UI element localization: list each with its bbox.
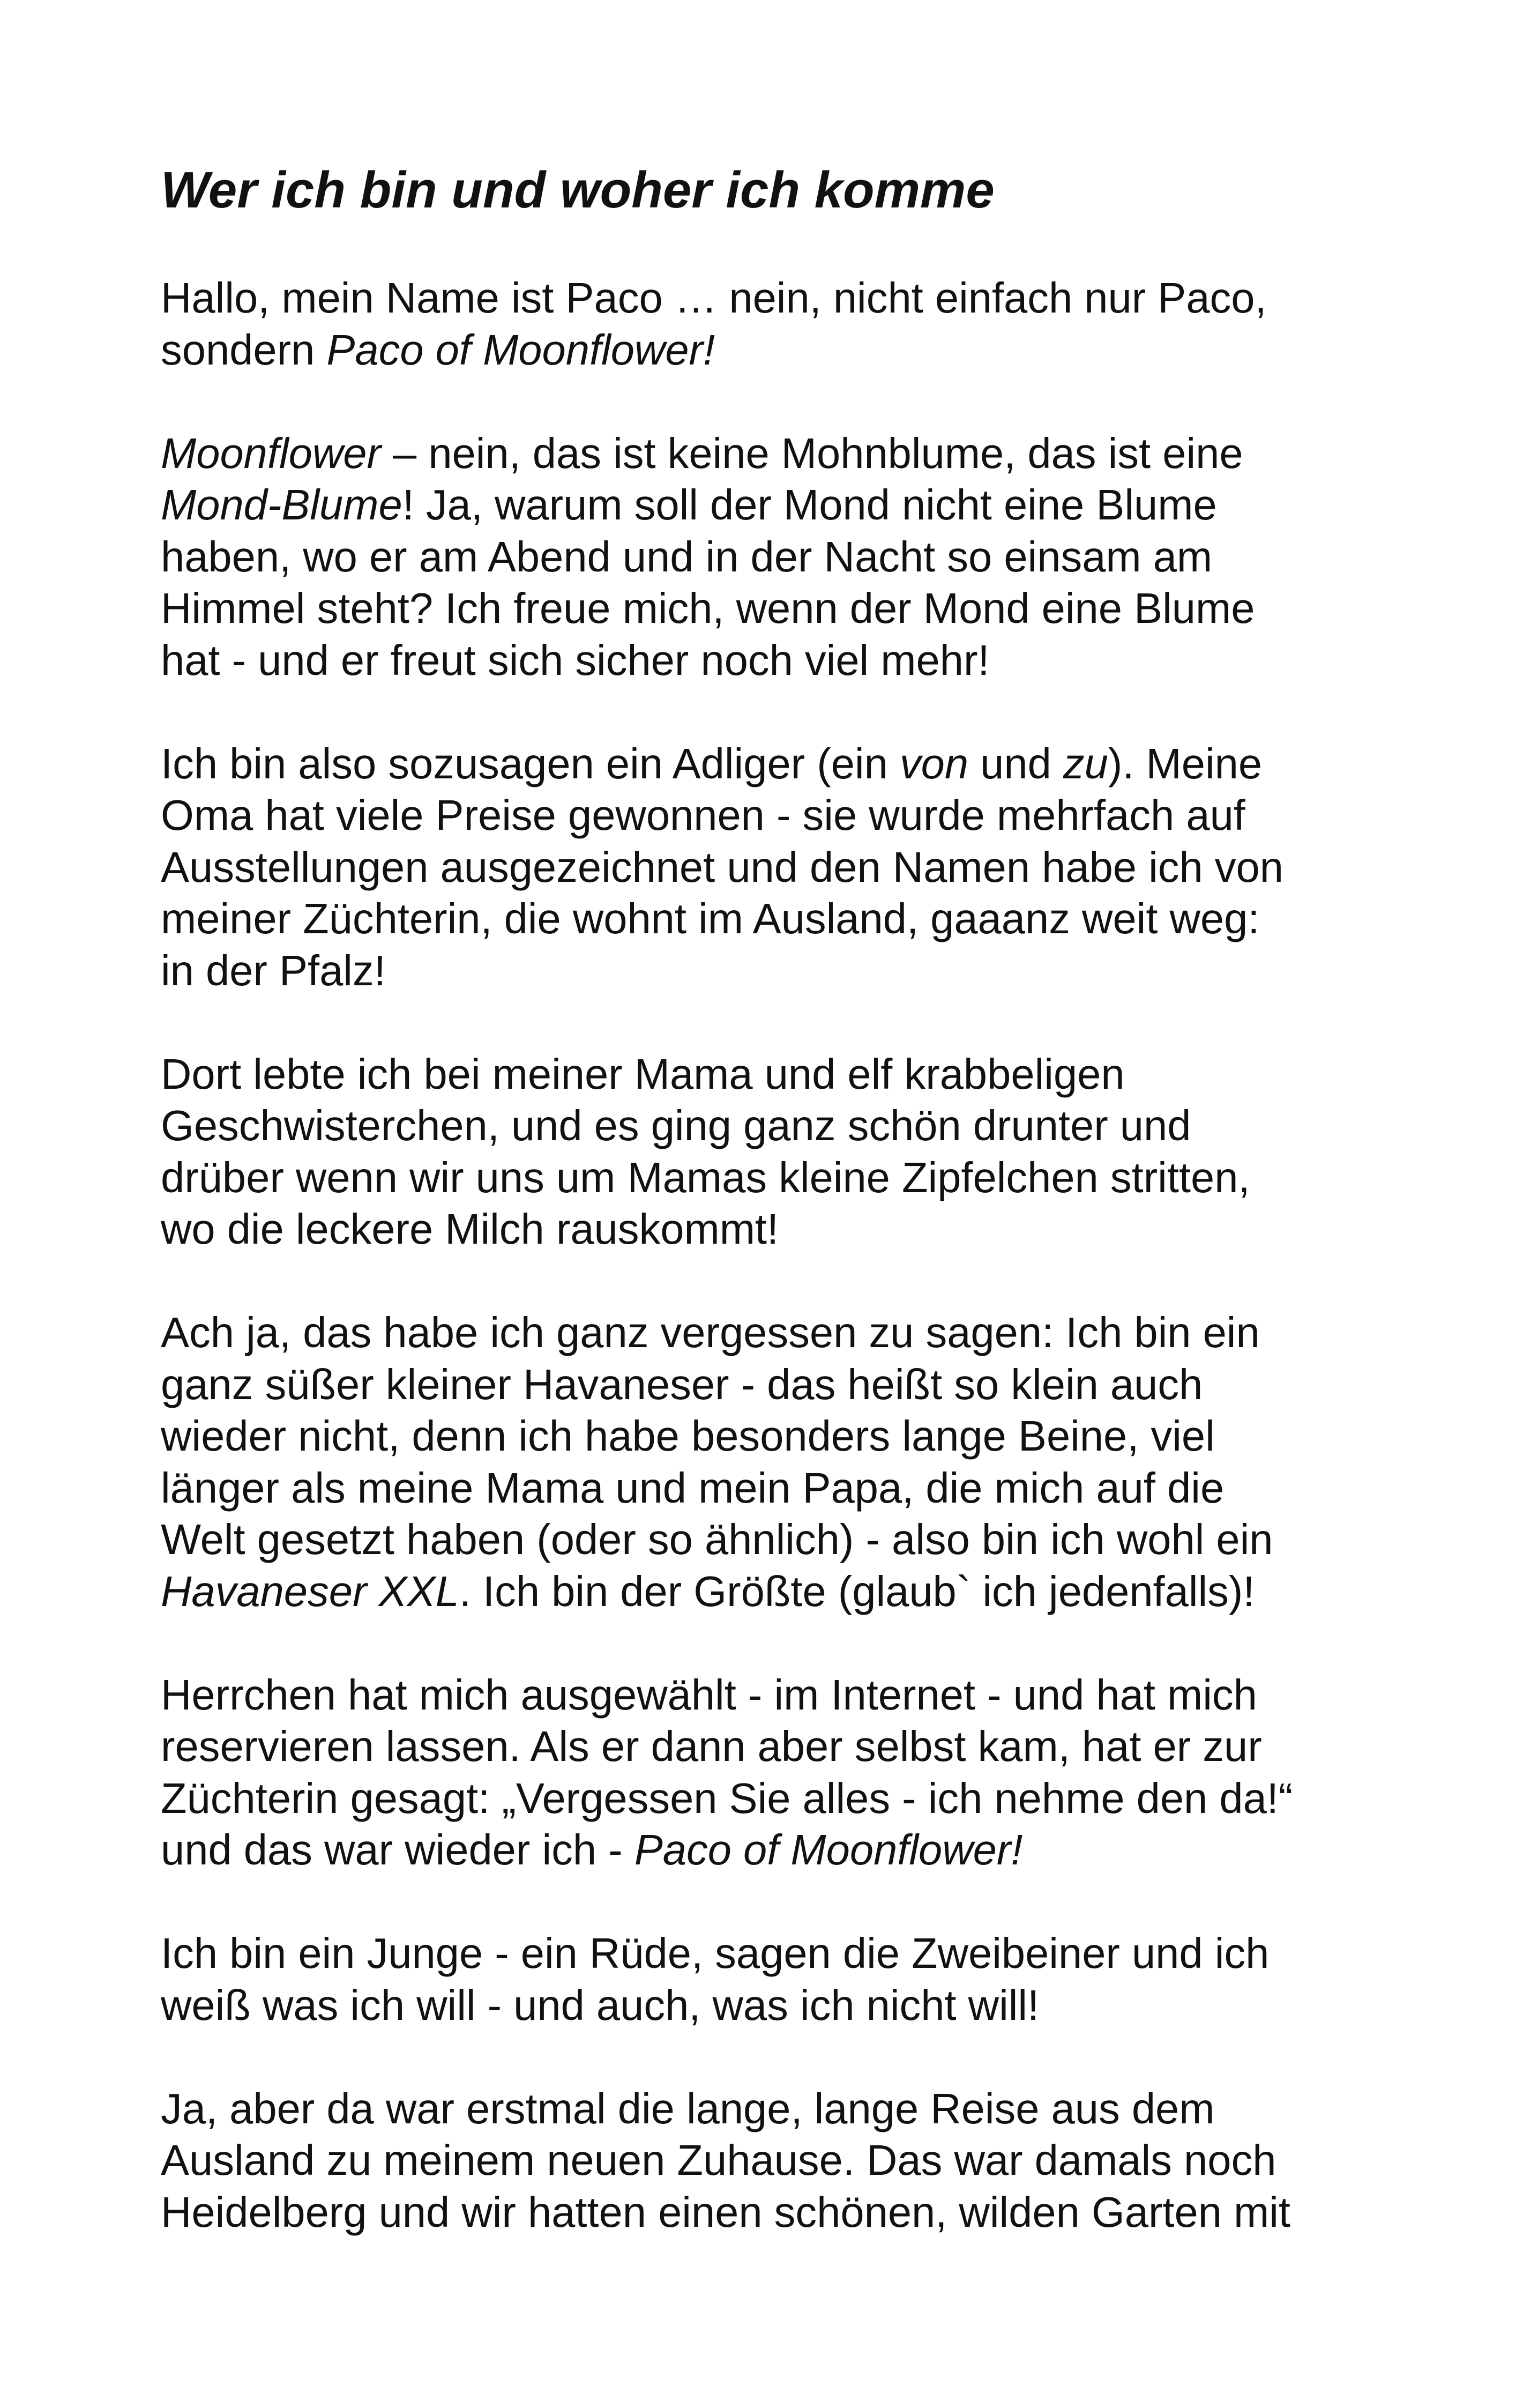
paragraph [161,1928,1383,2031]
text-segment: Welt gesetzt haben (oder so ähnlich) - also bin ich wohl ein [161,1515,1273,1563]
paragraph [161,2083,1383,2239]
document-page [161,161,1383,2290]
italic-text-segment: Paco of Moonflower! [326,325,715,374]
text-line [161,1152,1383,1204]
text-segment: Himmel steht? Ich freue mich, wenn der Mond eine Blume [161,584,1255,632]
text-line [161,2135,1383,2187]
text-segment: wo die leckere Milch rauskommt! [161,1205,779,1253]
document-body [161,272,1383,2238]
text-segment: Ausland zu meinem neuen Zuhause. Das war damals noch [161,2136,1276,2184]
paragraph [161,738,1383,997]
text-line [161,531,1383,583]
text-segment: meiner Züchterin, die wohnt im Ausland, gaaanz weit weg: [161,895,1260,942]
text-line [161,324,1383,376]
text-segment: Züchterin gesagt: „Vergessen Sie alles - ich nehme den da!“ [161,1774,1293,1822]
text-line [161,1980,1383,2032]
text-line [161,893,1383,945]
text-line [161,1359,1383,1411]
text-segment: Hallo, mein Name ist Paco … nein, nicht einfach nur Paco, [161,274,1267,322]
document-title: Wer ich bin und woher ich komme [161,161,995,219]
text-segment: und das war wieder ich - [161,1826,634,1874]
text-segment: Dort lebte ich bei meiner Mama und elf krabbeligen [161,1050,1125,1098]
text-line [161,1721,1383,1773]
text-segment: Heidelberg und wir hatten einen schönen, wilden Garten mit [161,2188,1290,2236]
italic-text-segment: von [899,739,969,787]
text-segment: hat - und er freut sich sicher noch viel mehr! [161,636,990,684]
text-segment: . Ich bin der Größte (glaub` ich jedenfalls)! [459,1567,1255,1615]
text-line [161,1049,1383,1101]
text-line [161,1773,1383,1825]
text-segment: Ich bin ein Junge - ein Rüde, sagen die Zweibeiner und ich [161,1929,1270,1977]
paragraph [161,1669,1383,1876]
text-segment: haben, wo er am Abend und in der Nacht so einsam am [161,532,1213,581]
text-segment: länger als meine Mama und mein Papa, die mich auf die [161,1463,1225,1512]
text-segment: Oma hat viele Preise gewonnen - sie wurde mehrfach auf [161,791,1245,839]
text-line [161,1669,1383,1721]
text-line [161,790,1383,842]
text-segment: Ach ja, das habe ich ganz vergessen zu sagen: Ich bin ein [161,1309,1260,1356]
text-line [161,945,1383,997]
text-segment: ). Meine [1108,739,1263,787]
text-line [161,1410,1383,1462]
text-line [161,1100,1383,1152]
text-segment: drüber wenn wir uns um Mamas kleine Zipfelchen stritten, [161,1153,1250,1201]
text-line [161,842,1383,894]
text-line [161,1824,1383,1876]
italic-text-segment: Havaneser XXL [161,1567,459,1615]
text-line [161,1566,1383,1618]
text-segment: Herrchen hat mich ausgewählt - im Internet - und hat mich [161,1670,1257,1719]
text-segment: reservieren lassen. Als er dann aber selbst kam, hat er zur [161,1722,1262,1770]
text-line [161,1514,1383,1566]
text-segment: ganz süßer kleiner Havaneser - das heißt so klein auch [161,1360,1203,1408]
text-line [161,272,1383,324]
text-line [161,428,1383,480]
text-segment: ! Ja, warum soll der Mond nicht eine Blume [402,481,1217,529]
italic-text-segment: zu [1063,739,1108,787]
text-segment: wieder nicht, denn ich habe besonders lange Beine, viel [161,1412,1215,1460]
text-segment: weiß was ich will - und auch, was ich nicht will! [161,1981,1040,2029]
paragraph [161,272,1383,376]
paragraph [161,428,1383,687]
text-segment: Ja, aber da war erstmal die lange, lange Reise aus dem [161,2084,1215,2132]
text-segment: sondern [161,325,327,374]
text-line [161,583,1383,635]
paragraph [161,1307,1383,1617]
text-line [161,1307,1383,1359]
text-segment: Geschwisterchen, und es ging ganz schön drunter und [161,1102,1191,1149]
text-line [161,2083,1383,2135]
text-line [161,2187,1383,2239]
text-segment: Ausstellungen ausgezeichnet und den Namen habe ich von [161,843,1283,891]
italic-text-segment: Moonflower [161,429,381,477]
text-line [161,1462,1383,1514]
text-line [161,1203,1383,1255]
text-segment: Ich bin also sozusagen ein Adliger (ein [161,739,900,787]
text-segment: in der Pfalz! [161,946,386,994]
italic-text-segment: Paco of Moonflower! [634,1826,1023,1874]
paragraph [161,1049,1383,1255]
text-line [161,738,1383,790]
italic-text-segment: Mond-Blume [161,481,402,529]
text-line [161,635,1383,687]
text-segment: – nein, das ist keine Mohnblume, das ist eine [380,429,1243,477]
text-segment: und [968,739,1063,787]
text-line [161,479,1383,531]
text-line [161,1928,1383,1980]
